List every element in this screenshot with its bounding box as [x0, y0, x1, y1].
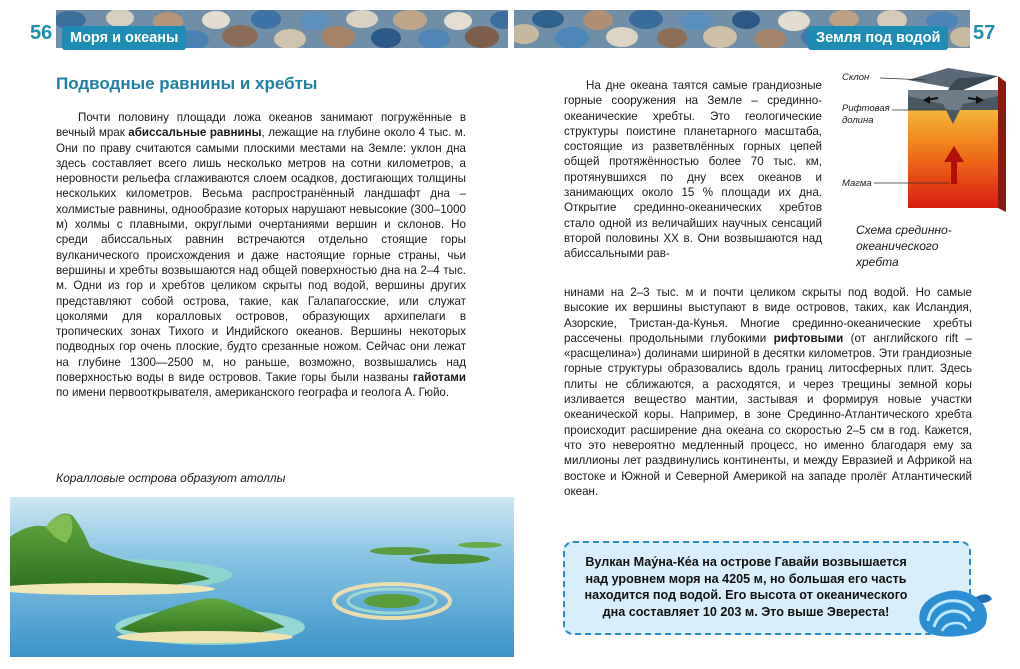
text-run: Почти половину площади ложа океанов занимают погружённые в вечный мрак	[56, 111, 466, 140]
term-guyots: гайотами	[412, 371, 466, 385]
right-column-text-top	[564, 78, 822, 262]
label-slope: Склон	[842, 72, 870, 83]
fact-text: Вулкан Мау́на-Ке́а на острове Гавайи возвышается над уровнем моря на 4205 м, но большая его часть находится под водой. Его высота от океанического дна составляет 10 203 м. Это выше Эвереста!	[584, 555, 908, 619]
paragraph-abyssal-plains	[56, 110, 466, 401]
paragraph-mid-ocean-ridges: На дне океана таятся самые грандиозные горные сооружения на Земле – срединно-океанические хребты. Это геологические структуры поистине планетарного масштаба, состоящие из разветвлённых горных цепей общей протяжённостью более 70 тыс. км, протянувшихся по дну всех океанов и занимающих около 15 % площади их дна. Открытие срединно-океанических хребтов стало одной из величайших научных сенсаций второй половины XX в. Они возвышаются над абиссальными рав-	[564, 79, 822, 261]
seashell-icon	[914, 583, 994, 639]
page-number-left: 56	[30, 22, 53, 44]
article-title: Подводные равнины и хребты	[56, 74, 318, 93]
islands-illustration	[10, 497, 514, 657]
text-run: нинами на 2–3 тыс. м и почти целиком скрыты под водой. Но самые высокие их вершины выступают в виде островов, таких, как Исландия, Азорские, Тристан-да-Кунья. Многие срединно-океанические хребты рассечены продольными глубокими	[564, 286, 972, 345]
label-rift-valley-line1: Рифтовая	[842, 103, 890, 114]
section-label-right: Земля под водой	[808, 26, 948, 50]
term-abyssal-plains: абиссальные равнины	[128, 126, 262, 140]
ridge-diagram	[838, 66, 1008, 216]
page-number-right: 57	[973, 22, 996, 44]
caption-atolls: Коралловые острова образуют атоллы	[56, 471, 286, 485]
text-run: по имени первооткрывателя, американского географа и геолога А. Гюйо.	[56, 386, 450, 400]
caption-ridge: Схема срединно-океанического хребта	[856, 223, 952, 269]
term-rift: рифтовыми	[773, 331, 844, 345]
label-rift-valley	[842, 103, 890, 127]
label-rift-valley-line2: долина	[842, 115, 874, 126]
section-label-left: Моря и океаны	[62, 26, 186, 50]
text-run: , лежащие на глубине около 4 тыс. м. Они по праву считаются самыми плоскими местами на Земле: уклон дна здесь составляет всего лишь несколько метров на сотни километров, а неровности рельефа сглаживаются слоем осадков, достигающих толщины нескольких километров. Весьма распространённый ландшафт дна – холмистые равнины, однообразие которых нарушают невысокие (300–1000 м) холмы с плавными, округлыми очертаниями вершин и склонов. Но среди абиссальных равнин встречаются отдельно стоящие горы вулканического происхождения и даже настоящие горные страны, чьи вершины и хребты возвышаются над общей поверхностью дна на 2–4 тыс. м. Одни из гор и хребтов целиком скрыты под водой, вершины других представляют собой острова, такие, как Галапагосские, или служат цоколями для коралловых островов, образующих архипелаги в тропических зонах Тихого и Индийского океанов. Вершины некоторых подводных гор очень плоские, будто срезанные ножом. Сейчас они лежат на глубине 1300—2500 м, но раньше, возможно, возвышались над поверхностью воды в виде островов. Такие горы были названы	[56, 126, 466, 385]
left-column-text	[56, 110, 466, 401]
label-magma: Магма	[842, 178, 872, 189]
paragraph-rifts	[564, 285, 972, 499]
right-column-text-bottom	[564, 285, 972, 499]
text-run: (от английского rift – «расщелина») долинами шириной в десятки километров. Эти грандиозные горные структуры образовались вдоль границ литосферных плит. Здесь плиты не сближаются, а расходятся, и через трещины земной коры изливается вещество мантии, застывая и формируя новые участки океанической коры. Например, в зоне Срединно-Атлантического хребта происходит расширение дна океана со скоростью 2–5 см в год. Кажется, что это невероятно медленный процесс, но именно благодаря ему за миллионы лет раздвинулись континенты, и между Евразией и Африкой на востоке и Южной и Северной Америкой на западе пролёг Атлантический океан.	[564, 331, 972, 498]
